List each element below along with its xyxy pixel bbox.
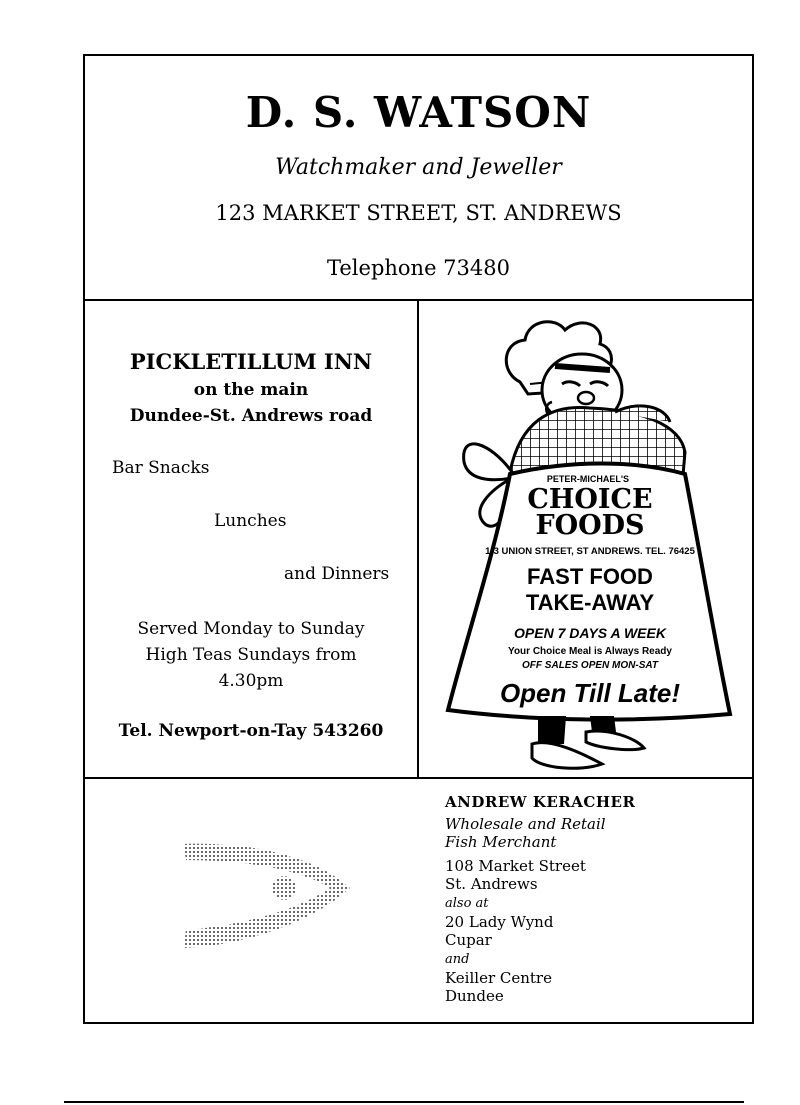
inn-menu-dinners: and Dinners (284, 564, 390, 584)
choice-always-ready: Your Choice Meal is Always Ready (508, 646, 672, 657)
choice-title-2: FOODS (535, 510, 645, 541)
fish-merchant-trade (445, 815, 606, 851)
fish-trade-line-2: Fish Merchant (445, 833, 557, 851)
choice-take-away: TAKE-AWAY (525, 590, 655, 615)
divider-vertical (417, 301, 419, 778)
watson-telephone: Telephone 73480 (327, 256, 510, 280)
choice-foods-advert (440, 312, 740, 772)
choice-owner: PETER-MICHAEL'S (546, 474, 630, 484)
choice-address: 1-3 UNION STREET, ST ANDREWS. TEL. 76425 (485, 546, 695, 557)
inn-served-line-3: 4.30pm (218, 671, 284, 691)
fish-merchant-name: ANDREW KERACHER (445, 793, 636, 811)
choice-fast-food: FAST FOOD (527, 564, 653, 589)
inn-served-hours (85, 616, 417, 694)
fish-merchant-addresses (445, 857, 586, 1005)
fish-addr-line-6: Dundee (445, 987, 504, 1005)
inn-served-line-2: High Teas Sundays from (145, 645, 357, 665)
fish-addr-line-5: Keiller Centre (445, 969, 552, 987)
watson-trade: Watchmaker and Jeweller (275, 155, 562, 180)
fish-addr-line-3: 20 Lady Wynd (445, 913, 554, 931)
fish-trade-line-1: Wholesale and Retail (445, 815, 606, 833)
choice-title-1: CHOICE (527, 484, 653, 515)
choice-open-till-late: Open Till Late! (499, 678, 681, 708)
fish-addr-line-4: Cupar (445, 931, 492, 949)
fish-addr-line-1: 108 Market Street (445, 857, 586, 875)
fish-logo-icon (180, 838, 360, 954)
inn-subtitle-1: on the main (193, 380, 309, 400)
inn-telephone: Tel. Newport-on-Tay 543260 (118, 721, 384, 741)
inn-menu-bar-snacks: Bar Snacks (112, 458, 210, 478)
watson-address: 123 MARKET STREET, ST. ANDREWS (215, 201, 622, 225)
choice-off-sales: OFF SALES OPEN MON-SAT (522, 660, 658, 671)
page-bottom-rule (64, 1101, 744, 1103)
inn-served-line-1: Served Monday to Sunday (137, 619, 365, 639)
watson-name: D. S. WATSON (245, 88, 592, 137)
inn-subtitle-2: Dundee-St. Andrews road (129, 406, 373, 426)
inn-menu-lunches: Lunches (214, 511, 287, 531)
fish-and: and (445, 952, 470, 967)
inn-name: PICKLETILLUM INN (129, 349, 373, 374)
fish-also-at: also at (445, 896, 489, 911)
choice-open-7-days: OPEN 7 DAYS A WEEK (514, 625, 666, 641)
fish-addr-line-2: St. Andrews (445, 875, 538, 893)
